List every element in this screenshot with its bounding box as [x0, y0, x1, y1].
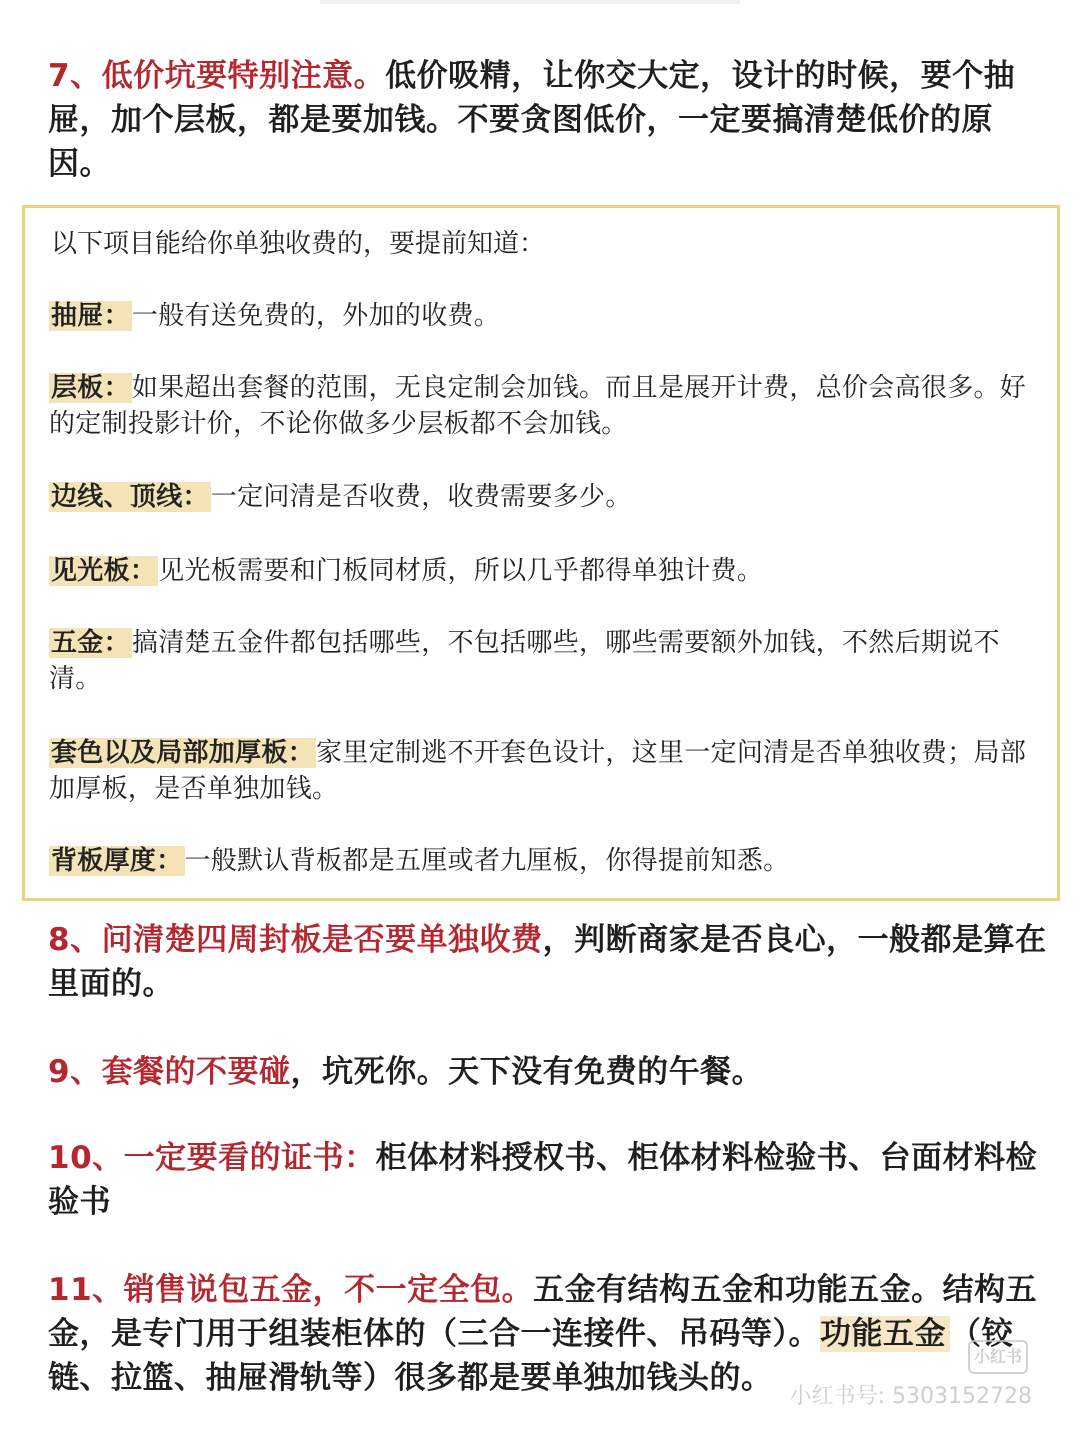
- fee-item-shelf: [49, 370, 1034, 442]
- paragraph-8-heading: 8、问清楚四周封板是否要单独收费: [48, 922, 543, 958]
- fee-item-tag: 边线、顶线：: [51, 482, 209, 512]
- fee-item-text: 一般默认背板都是五厘或者九厘板，你得提前知悉。: [184, 846, 790, 876]
- paragraph-9-text: ，坑死你。天下没有免费的午餐。: [290, 1054, 764, 1090]
- box-intro: 以下项目能给你单独收费的，要提前知道：: [51, 229, 546, 259]
- paragraph-7-text: 低价吸精，让你交大定，设计的时候，要个抽屉，加个层板，都是要加钱。不要贪图低价，一定要搞清楚低价的原因。: [48, 58, 1016, 182]
- fee-item-text: 搞清楚五金件都包括哪些，不包括哪些，哪些需要额外加钱，不然后期说不清。: [49, 628, 1000, 694]
- paragraph-11-heading: 11、销售说包五金，不一定全包。: [48, 1272, 534, 1308]
- fee-item-text: 见光板需要和门板同材质，所以几乎都得单独计费。: [158, 556, 764, 586]
- fee-item-back-panel: [49, 843, 1034, 879]
- paragraph-11-text-2: （铰链、拉篮、抽屉滑轨等）很多都是要单独加钱头的。: [48, 1316, 1013, 1396]
- fee-item-text: 如果超出套餐的范围，无良定制会加钱。而且是展开计费，总价会高很多。好的定制投影计价，不论你做多少层板都不会加钱。: [49, 373, 1027, 439]
- watermark-logo: 小红书: [968, 1340, 1028, 1374]
- paragraph-9: [48, 1050, 1048, 1094]
- fee-item-tag: 抽屉：: [51, 301, 130, 331]
- fee-item-tag: 层板：: [51, 373, 130, 403]
- paragraph-11-highlight: 功能五金: [820, 1316, 950, 1352]
- fee-item-color-thick-board: [49, 735, 1034, 807]
- paragraph-11-text-1: 五金有结构五金和功能五金。结构五金，是专门用于组装柜体的（三合一连接件、吊码等）。: [48, 1272, 1038, 1352]
- paragraph-10: [48, 1136, 1048, 1224]
- fee-item-text: 家里定制逃不开套色设计，这里一定问清是否单独收费；局部加厚板，是否单独加钱。: [49, 738, 1027, 804]
- paragraph-8: [48, 918, 1048, 1006]
- paragraph-10-text: 柜体材料授权书、柜体材料检验书、台面材料检验书: [48, 1140, 1038, 1220]
- fee-item-tag: 见光板：: [51, 556, 157, 586]
- fee-items-box: [22, 205, 1060, 901]
- fee-item-drawer: [49, 298, 1034, 334]
- paragraph-8-text: ，判断商家是否良心，一般都是算在里面的。: [48, 922, 1047, 1002]
- fee-item-hardware: [49, 625, 1034, 697]
- paragraph-7: [48, 54, 1048, 186]
- fee-item-tag: 五金：: [51, 628, 130, 658]
- fee-item-text: 一般有送免费的，外加的收费。: [131, 301, 501, 331]
- fee-item-visible-panel: [49, 553, 1034, 589]
- fee-item-tag: 套色以及局部加厚板：: [51, 738, 315, 768]
- paragraph-7-heading: 7、低价坑要特别注意。: [48, 58, 386, 94]
- paragraph-10-heading: 10、一定要看的证书：: [48, 1140, 376, 1176]
- top-cropped-text-strip: [320, 0, 740, 4]
- watermark-text: 小红书号: 5303152728: [789, 1384, 1032, 1409]
- paragraph-9-heading: 9、套餐的不要碰: [48, 1054, 291, 1090]
- fee-item-edge-trim: [49, 479, 1034, 515]
- fee-item-text: 一定问清是否收费，收费需要多少。: [210, 482, 632, 512]
- fee-item-tag: 背板厚度：: [51, 846, 183, 876]
